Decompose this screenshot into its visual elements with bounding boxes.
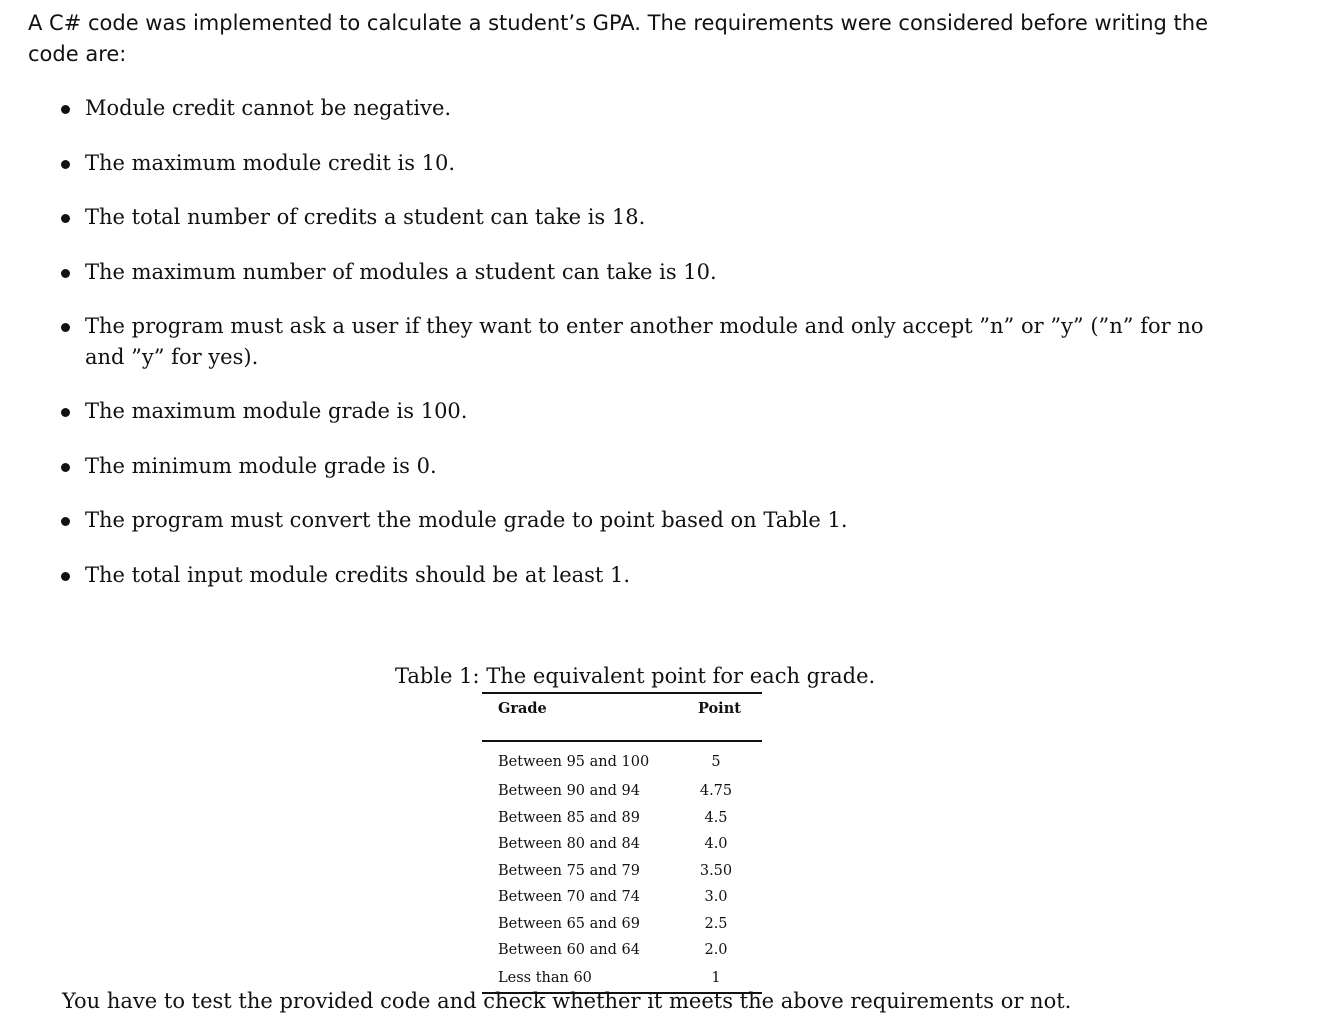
table-row <box>482 741 762 778</box>
requirement-item <box>58 451 1238 482</box>
requirement-text: The total number of credits a student can take is 18. <box>85 205 646 229</box>
bullet-icon <box>61 269 70 278</box>
table-caption: Table 1: The equivalent point for each grade. <box>395 664 876 688</box>
table-row <box>482 858 762 885</box>
grade-cell: Less than 60 <box>482 964 670 993</box>
grade-point-table <box>482 692 762 994</box>
bullet-icon <box>61 408 70 417</box>
point-cell: 2.5 <box>704 915 728 932</box>
point-cell: 4.5 <box>704 809 728 826</box>
requirement-item <box>58 257 1238 288</box>
closing-paragraph: You have to test the provided code and check whether it meets the above requirements or not. <box>62 989 1072 1013</box>
table-row <box>482 778 762 805</box>
grade-cell: Between 95 and 100 <box>498 754 650 770</box>
requirement-text: The minimum module grade is 0. <box>85 453 437 478</box>
bullet-icon <box>61 572 70 581</box>
point-cell: 4.75 <box>699 783 733 800</box>
requirement-text: The total input module credits should be at least 1. <box>85 562 631 587</box>
table-row <box>482 937 762 964</box>
bullet-icon <box>61 105 70 114</box>
point-cell: 3.0 <box>704 889 728 906</box>
grade-cell: Between 90 and 94 <box>498 783 640 800</box>
bullet-icon <box>61 160 70 169</box>
grade-cell: Between 80 and 84 <box>498 836 640 853</box>
bullet-icon <box>61 214 70 223</box>
table-header-row <box>482 693 762 741</box>
requirement-text: The maximum number of modules a student can take is 10. <box>85 259 717 284</box>
requirement-text: The maximum module grade is 100. <box>85 399 468 423</box>
table-row <box>482 911 762 938</box>
requirement-item <box>58 396 1238 427</box>
grade-cell: Between 65 and 69 <box>498 915 640 932</box>
grade-cell: Between 85 and 89 <box>498 809 640 826</box>
bullet-icon <box>61 463 70 472</box>
requirement-text: Module credit cannot be negative. <box>85 96 452 120</box>
table-row <box>482 884 762 911</box>
requirements-list <box>58 93 1238 614</box>
requirement-item <box>58 202 1238 233</box>
table-row <box>482 805 762 832</box>
point-cell: 3.50 <box>699 862 733 879</box>
point-cell: 5 <box>711 754 721 770</box>
grade-cell: Between 70 and 74 <box>498 889 640 906</box>
requirement-text: The program must convert the module grade to point based on Table 1. <box>85 508 848 532</box>
requirement-item <box>58 148 1238 179</box>
header-grade: Grade <box>482 693 670 741</box>
requirement-text: The program must ask a user if they want to enter another module and only accept ”n” or ”y” (”n” for no and ”y” for yes). <box>85 314 1204 369</box>
bullet-icon <box>61 517 70 526</box>
table-row <box>482 831 762 858</box>
header-point: Point <box>670 693 762 741</box>
point-cell: 1 <box>670 964 762 993</box>
grade-cell: Between 60 and 64 <box>498 942 640 959</box>
requirement-item <box>58 311 1238 373</box>
requirement-item <box>58 505 1238 536</box>
grade-cell: Between 75 and 79 <box>498 862 640 879</box>
requirement-item <box>58 93 1238 124</box>
requirement-text: The maximum module credit is 10. <box>85 150 456 175</box>
point-cell: 2.0 <box>704 942 728 959</box>
requirement-item <box>58 560 1238 591</box>
bullet-icon <box>61 323 70 332</box>
intro-paragraph: A C# code was implemented to calculate a student’s GPA. The requirements were considered before writing the code are: <box>28 11 1208 66</box>
point-cell: 4.0 <box>704 836 728 853</box>
